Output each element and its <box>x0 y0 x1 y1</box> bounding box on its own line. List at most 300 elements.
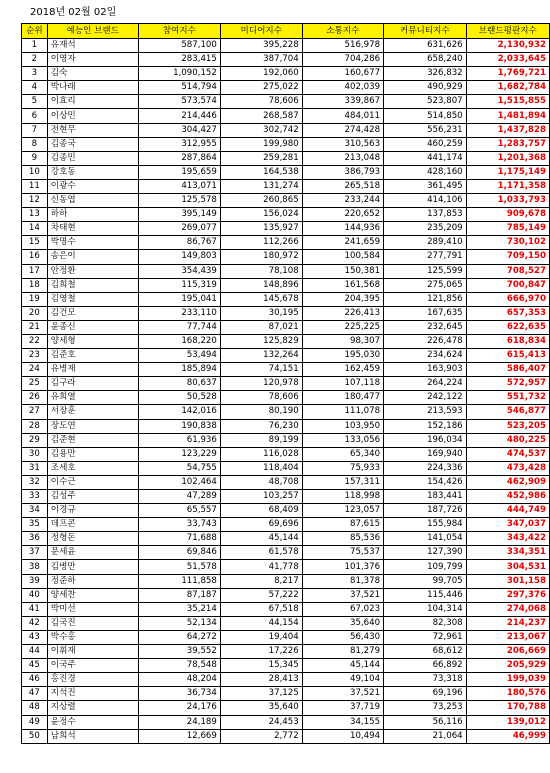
cell-community: 115,446 <box>384 588 467 602</box>
cell-media: 69,696 <box>220 518 302 532</box>
header-brand: 예능인 브랜드 <box>47 24 138 39</box>
cell-participation: 78,548 <box>138 659 220 673</box>
cell-brand-reputation: 618,834 <box>466 334 549 348</box>
cell-brand: 이휘재 <box>47 645 138 659</box>
cell-media: 44,154 <box>220 616 302 630</box>
cell-community: 264,224 <box>384 377 467 391</box>
cell-rank: 27 <box>22 405 48 419</box>
cell-communication: 157,311 <box>302 475 383 489</box>
cell-media: 41,778 <box>220 560 302 574</box>
table-row <box>22 53 550 67</box>
cell-communication: 220,652 <box>302 208 383 222</box>
cell-brand: 남희석 <box>47 729 138 743</box>
cell-participation: 51,578 <box>138 560 220 574</box>
cell-media: 80,190 <box>220 405 302 419</box>
table-row <box>22 179 550 193</box>
table-row <box>22 645 550 659</box>
cell-communication: 233,244 <box>302 194 383 208</box>
cell-communication: 56,430 <box>302 630 383 644</box>
cell-brand-reputation: 785,149 <box>466 222 549 236</box>
cell-brand: 지상렬 <box>47 701 138 715</box>
cell-brand-reputation: 546,877 <box>466 405 549 419</box>
cell-rank: 10 <box>22 165 48 179</box>
cell-brand-reputation: 1,515,855 <box>466 95 549 109</box>
cell-brand-reputation: 474,537 <box>466 447 549 461</box>
cell-media: 30,195 <box>220 306 302 320</box>
cell-rank: 29 <box>22 433 48 447</box>
cell-rank: 13 <box>22 208 48 222</box>
table-row <box>22 461 550 475</box>
cell-media: 35,640 <box>220 701 302 715</box>
table-row <box>22 518 550 532</box>
cell-participation: 61,936 <box>138 433 220 447</box>
cell-brand: 김준호 <box>47 349 138 363</box>
cell-media: 61,578 <box>220 546 302 560</box>
cell-rank: 47 <box>22 687 48 701</box>
table-row <box>22 475 550 489</box>
cell-participation: 80,637 <box>138 377 220 391</box>
cell-participation: 77,744 <box>138 320 220 334</box>
cell-brand-reputation: 1,033,793 <box>466 194 549 208</box>
header-rank: 순위 <box>22 24 48 39</box>
brand-reputation-table <box>21 23 550 744</box>
cell-rank: 7 <box>22 123 48 137</box>
header-brand-reputation: 브랜드평판지수 <box>466 24 549 39</box>
cell-community: 490,929 <box>384 81 467 95</box>
cell-community: 104,314 <box>384 602 467 616</box>
cell-media: 89,199 <box>220 433 302 447</box>
cell-brand-reputation: 2,130,932 <box>466 39 549 53</box>
table-row <box>22 39 550 53</box>
cell-community: 68,612 <box>384 645 467 659</box>
table-row <box>22 588 550 602</box>
cell-rank: 41 <box>22 602 48 616</box>
cell-participation: 1,090,152 <box>138 67 220 81</box>
cell-brand-reputation: 1,481,894 <box>466 109 549 123</box>
cell-community: 127,390 <box>384 546 467 560</box>
table-row <box>22 701 550 715</box>
cell-media: 148,896 <box>220 278 302 292</box>
cell-brand-reputation: 1,175,149 <box>466 165 549 179</box>
cell-brand-reputation: 1,171,358 <box>466 179 549 193</box>
table-row <box>22 95 550 109</box>
table-row <box>22 546 550 560</box>
table-row <box>22 447 550 461</box>
cell-community: 414,106 <box>384 194 467 208</box>
cell-participation: 53,494 <box>138 349 220 363</box>
cell-brand-reputation: 1,283,757 <box>466 137 549 151</box>
cell-participation: 190,838 <box>138 419 220 433</box>
cell-brand-reputation: 2,033,645 <box>466 53 549 67</box>
cell-brand-reputation: 523,205 <box>466 419 549 433</box>
cell-brand: 조세호 <box>47 461 138 475</box>
cell-brand: 안정환 <box>47 264 138 278</box>
cell-communication: 49,104 <box>302 673 383 687</box>
cell-participation: 24,176 <box>138 701 220 715</box>
table-row <box>22 363 550 377</box>
cell-rank: 32 <box>22 475 48 489</box>
cell-rank: 35 <box>22 518 48 532</box>
cell-brand-reputation: 46,999 <box>466 729 549 743</box>
cell-communication: 144,936 <box>302 222 383 236</box>
cell-brand: 김국진 <box>47 616 138 630</box>
cell-media: 37,125 <box>220 687 302 701</box>
cell-rank: 44 <box>22 645 48 659</box>
cell-communication: 98,307 <box>302 334 383 348</box>
cell-brand-reputation: 586,407 <box>466 363 549 377</box>
cell-participation: 125,578 <box>138 194 220 208</box>
cell-participation: 87,187 <box>138 588 220 602</box>
cell-media: 48,708 <box>220 475 302 489</box>
cell-media: 259,281 <box>220 151 302 165</box>
cell-media: 68,409 <box>220 504 302 518</box>
cell-community: 99,705 <box>384 574 467 588</box>
cell-communication: 85,536 <box>302 532 383 546</box>
header-community: 커뮤니티지수 <box>384 24 467 39</box>
cell-brand: 김종국 <box>47 137 138 151</box>
cell-participation: 54,755 <box>138 461 220 475</box>
cell-communication: 339,867 <box>302 95 383 109</box>
cell-media: 275,022 <box>220 81 302 95</box>
cell-communication: 81,279 <box>302 645 383 659</box>
cell-brand-reputation: 709,150 <box>466 250 549 264</box>
cell-rank: 46 <box>22 673 48 687</box>
table-row <box>22 194 550 208</box>
table-row <box>22 278 550 292</box>
cell-community: 361,495 <box>384 179 467 193</box>
cell-brand: 김성주 <box>47 490 138 504</box>
table-row <box>22 81 550 95</box>
table-row <box>22 391 550 405</box>
cell-brand-reputation: 214,237 <box>466 616 549 630</box>
table-row <box>22 208 550 222</box>
cell-communication: 274,428 <box>302 123 383 137</box>
table-row <box>22 532 550 546</box>
cell-participation: 185,894 <box>138 363 220 377</box>
cell-community: 137,853 <box>384 208 467 222</box>
cell-brand-reputation: 205,929 <box>466 659 549 673</box>
cell-communication: 402,039 <box>302 81 383 95</box>
cell-communication: 100,584 <box>302 250 383 264</box>
table-row <box>22 574 550 588</box>
cell-rank: 30 <box>22 447 48 461</box>
header-media: 미디어지수 <box>220 24 302 39</box>
cell-community: 72,961 <box>384 630 467 644</box>
cell-participation: 24,189 <box>138 715 220 729</box>
cell-communication: 65,340 <box>302 447 383 461</box>
cell-participation: 354,439 <box>138 264 220 278</box>
cell-brand: 이상민 <box>47 109 138 123</box>
cell-brand: 홍진경 <box>47 673 138 687</box>
cell-communication: 195,030 <box>302 349 383 363</box>
cell-brand: 박미선 <box>47 602 138 616</box>
cell-media: 67,518 <box>220 602 302 616</box>
cell-brand: 유재석 <box>47 39 138 53</box>
cell-participation: 195,041 <box>138 292 220 306</box>
cell-participation: 69,846 <box>138 546 220 560</box>
table-row <box>22 137 550 151</box>
cell-brand-reputation: 622,635 <box>466 320 549 334</box>
cell-brand-reputation: 909,678 <box>466 208 549 222</box>
table-row <box>22 560 550 574</box>
cell-brand: 유희열 <box>47 391 138 405</box>
cell-participation: 48,204 <box>138 673 220 687</box>
cell-participation: 149,803 <box>138 250 220 264</box>
cell-brand: 강호동 <box>47 165 138 179</box>
cell-participation: 86,767 <box>138 236 220 250</box>
cell-community: 523,807 <box>384 95 467 109</box>
table-row <box>22 405 550 419</box>
cell-rank: 4 <box>22 81 48 95</box>
cell-participation: 214,446 <box>138 109 220 123</box>
cell-brand: 신동엽 <box>47 194 138 208</box>
cell-rank: 12 <box>22 194 48 208</box>
table-row <box>22 292 550 306</box>
cell-communication: 101,376 <box>302 560 383 574</box>
cell-participation: 12,669 <box>138 729 220 743</box>
cell-rank: 14 <box>22 222 48 236</box>
cell-media: 57,222 <box>220 588 302 602</box>
cell-communication: 226,413 <box>302 306 383 320</box>
cell-media: 125,829 <box>220 334 302 348</box>
table-row <box>22 320 550 334</box>
cell-rank: 48 <box>22 701 48 715</box>
report-date: 2018년 02월 02일 <box>30 7 117 18</box>
cell-brand: 김구라 <box>47 377 138 391</box>
cell-participation: 71,688 <box>138 532 220 546</box>
table-row <box>22 123 550 137</box>
cell-rank: 1 <box>22 39 48 53</box>
cell-media: 116,028 <box>220 447 302 461</box>
cell-brand: 정형돈 <box>47 532 138 546</box>
cell-rank: 40 <box>22 588 48 602</box>
cell-brand: 양세형 <box>47 334 138 348</box>
cell-rank: 43 <box>22 630 48 644</box>
cell-community: 155,984 <box>384 518 467 532</box>
cell-communication: 161,568 <box>302 278 383 292</box>
cell-community: 556,231 <box>384 123 467 137</box>
cell-participation: 283,415 <box>138 53 220 67</box>
cell-participation: 168,220 <box>138 334 220 348</box>
cell-brand: 윤종신 <box>47 320 138 334</box>
cell-communication: 75,537 <box>302 546 383 560</box>
table-row <box>22 306 550 320</box>
cell-communication: 107,118 <box>302 377 383 391</box>
cell-media: 180,972 <box>220 250 302 264</box>
table-row <box>22 151 550 165</box>
cell-community: 460,259 <box>384 137 467 151</box>
cell-media: 199,980 <box>220 137 302 151</box>
cell-brand-reputation: 343,422 <box>466 532 549 546</box>
cell-brand-reputation: 572,957 <box>466 377 549 391</box>
cell-community: 73,253 <box>384 701 467 715</box>
cell-brand: 김숙 <box>47 67 138 81</box>
table-row <box>22 236 550 250</box>
cell-participation: 573,574 <box>138 95 220 109</box>
cell-communication: 87,615 <box>302 518 383 532</box>
cell-communication: 386,793 <box>302 165 383 179</box>
cell-rank: 42 <box>22 616 48 630</box>
cell-media: 103,257 <box>220 490 302 504</box>
cell-brand-reputation: 1,682,784 <box>466 81 549 95</box>
cell-participation: 304,427 <box>138 123 220 137</box>
cell-media: 132,264 <box>220 349 302 363</box>
cell-community: 631,626 <box>384 39 467 53</box>
table-row <box>22 377 550 391</box>
cell-media: 15,345 <box>220 659 302 673</box>
cell-communication: 37,521 <box>302 687 383 701</box>
cell-community: 224,336 <box>384 461 467 475</box>
cell-participation: 47,289 <box>138 490 220 504</box>
cell-brand: 정준하 <box>47 574 138 588</box>
cell-participation: 142,016 <box>138 405 220 419</box>
table-header-row <box>22 24 550 39</box>
cell-rank: 38 <box>22 560 48 574</box>
cell-rank: 11 <box>22 179 48 193</box>
cell-communication: 10,494 <box>302 729 383 743</box>
cell-rank: 34 <box>22 504 48 518</box>
cell-participation: 395,149 <box>138 208 220 222</box>
cell-rank: 17 <box>22 264 48 278</box>
cell-media: 192,060 <box>220 67 302 81</box>
cell-participation: 123,229 <box>138 447 220 461</box>
cell-rank: 15 <box>22 236 48 250</box>
cell-brand: 윤정수 <box>47 715 138 729</box>
header-communication: 소통지수 <box>302 24 383 39</box>
cell-communication: 704,286 <box>302 53 383 67</box>
cell-brand: 지석진 <box>47 687 138 701</box>
cell-media: 19,404 <box>220 630 302 644</box>
cell-community: 289,410 <box>384 236 467 250</box>
cell-rank: 22 <box>22 334 48 348</box>
cell-community: 187,726 <box>384 504 467 518</box>
cell-community: 69,196 <box>384 687 467 701</box>
cell-brand-reputation: 657,353 <box>466 306 549 320</box>
cell-communication: 160,677 <box>302 67 383 81</box>
cell-brand-reputation: 199,039 <box>466 673 549 687</box>
cell-media: 76,230 <box>220 419 302 433</box>
table-row <box>22 165 550 179</box>
cell-brand: 이영자 <box>47 53 138 67</box>
cell-brand-reputation: 1,201,368 <box>466 151 549 165</box>
cell-rank: 49 <box>22 715 48 729</box>
table-row <box>22 504 550 518</box>
cell-participation: 33,743 <box>138 518 220 532</box>
cell-community: 125,599 <box>384 264 467 278</box>
cell-brand-reputation: 551,732 <box>466 391 549 405</box>
cell-brand-reputation: 206,669 <box>466 645 549 659</box>
cell-brand-reputation: 1,437,828 <box>466 123 549 137</box>
cell-community: 66,892 <box>384 659 467 673</box>
cell-brand: 이효리 <box>47 95 138 109</box>
cell-communication: 150,381 <box>302 264 383 278</box>
cell-brand: 이광수 <box>47 179 138 193</box>
cell-communication: 204,395 <box>302 292 383 306</box>
table-row <box>22 222 550 236</box>
cell-brand: 장도연 <box>47 419 138 433</box>
cell-brand-reputation: 730,102 <box>466 236 549 250</box>
cell-participation: 111,858 <box>138 574 220 588</box>
cell-communication: 81,378 <box>302 574 383 588</box>
cell-brand-reputation: 180,576 <box>466 687 549 701</box>
cell-community: 21,064 <box>384 729 467 743</box>
cell-community: 73,318 <box>384 673 467 687</box>
cell-brand-reputation: 347,037 <box>466 518 549 532</box>
cell-communication: 265,518 <box>302 179 383 193</box>
cell-participation: 65,557 <box>138 504 220 518</box>
cell-brand-reputation: 297,376 <box>466 588 549 602</box>
cell-community: 441,174 <box>384 151 467 165</box>
cell-brand: 김희철 <box>47 278 138 292</box>
cell-media: 74,151 <box>220 363 302 377</box>
cell-community: 428,160 <box>384 165 467 179</box>
cell-participation: 287,864 <box>138 151 220 165</box>
cell-media: 2,772 <box>220 729 302 743</box>
cell-communication: 45,144 <box>302 659 383 673</box>
cell-rank: 45 <box>22 659 48 673</box>
cell-community: 167,635 <box>384 306 467 320</box>
cell-communication: 180,477 <box>302 391 383 405</box>
cell-brand-reputation: 462,909 <box>466 475 549 489</box>
cell-brand-reputation: 473,428 <box>466 461 549 475</box>
cell-brand: 차태현 <box>47 222 138 236</box>
cell-brand: 문세윤 <box>47 546 138 560</box>
cell-brand: 데프콘 <box>47 518 138 532</box>
cell-rank: 36 <box>22 532 48 546</box>
cell-communication: 118,998 <box>302 490 383 504</box>
cell-community: 235,209 <box>384 222 467 236</box>
cell-media: 87,021 <box>220 320 302 334</box>
cell-brand: 김준현 <box>47 433 138 447</box>
cell-brand-reputation: 666,970 <box>466 292 549 306</box>
cell-communication: 310,563 <box>302 137 383 151</box>
cell-rank: 8 <box>22 137 48 151</box>
cell-communication: 103,950 <box>302 419 383 433</box>
table-row <box>22 490 550 504</box>
table-row <box>22 602 550 616</box>
cell-brand: 김병만 <box>47 560 138 574</box>
cell-brand-reputation: 334,351 <box>466 546 549 560</box>
cell-brand: 박나래 <box>47 81 138 95</box>
cell-media: 164,538 <box>220 165 302 179</box>
cell-rank: 24 <box>22 363 48 377</box>
cell-communication: 123,057 <box>302 504 383 518</box>
cell-rank: 20 <box>22 306 48 320</box>
cell-brand-reputation: 301,158 <box>466 574 549 588</box>
cell-community: 169,940 <box>384 447 467 461</box>
cell-participation: 50,528 <box>138 391 220 405</box>
cell-communication: 213,048 <box>302 151 383 165</box>
cell-communication: 225,225 <box>302 320 383 334</box>
cell-rank: 5 <box>22 95 48 109</box>
cell-community: 141,054 <box>384 532 467 546</box>
cell-participation: 514,794 <box>138 81 220 95</box>
cell-participation: 233,110 <box>138 306 220 320</box>
cell-brand-reputation: 274,068 <box>466 602 549 616</box>
cell-participation: 36,734 <box>138 687 220 701</box>
table-row <box>22 349 550 363</box>
cell-brand: 박수홍 <box>47 630 138 644</box>
cell-media: 78,606 <box>220 391 302 405</box>
cell-media: 131,274 <box>220 179 302 193</box>
cell-media: 156,024 <box>220 208 302 222</box>
cell-media: 135,927 <box>220 222 302 236</box>
cell-brand-reputation: 213,067 <box>466 630 549 644</box>
cell-rank: 16 <box>22 250 48 264</box>
table-row <box>22 264 550 278</box>
cell-brand-reputation: 708,527 <box>466 264 549 278</box>
cell-brand: 김영철 <box>47 292 138 306</box>
